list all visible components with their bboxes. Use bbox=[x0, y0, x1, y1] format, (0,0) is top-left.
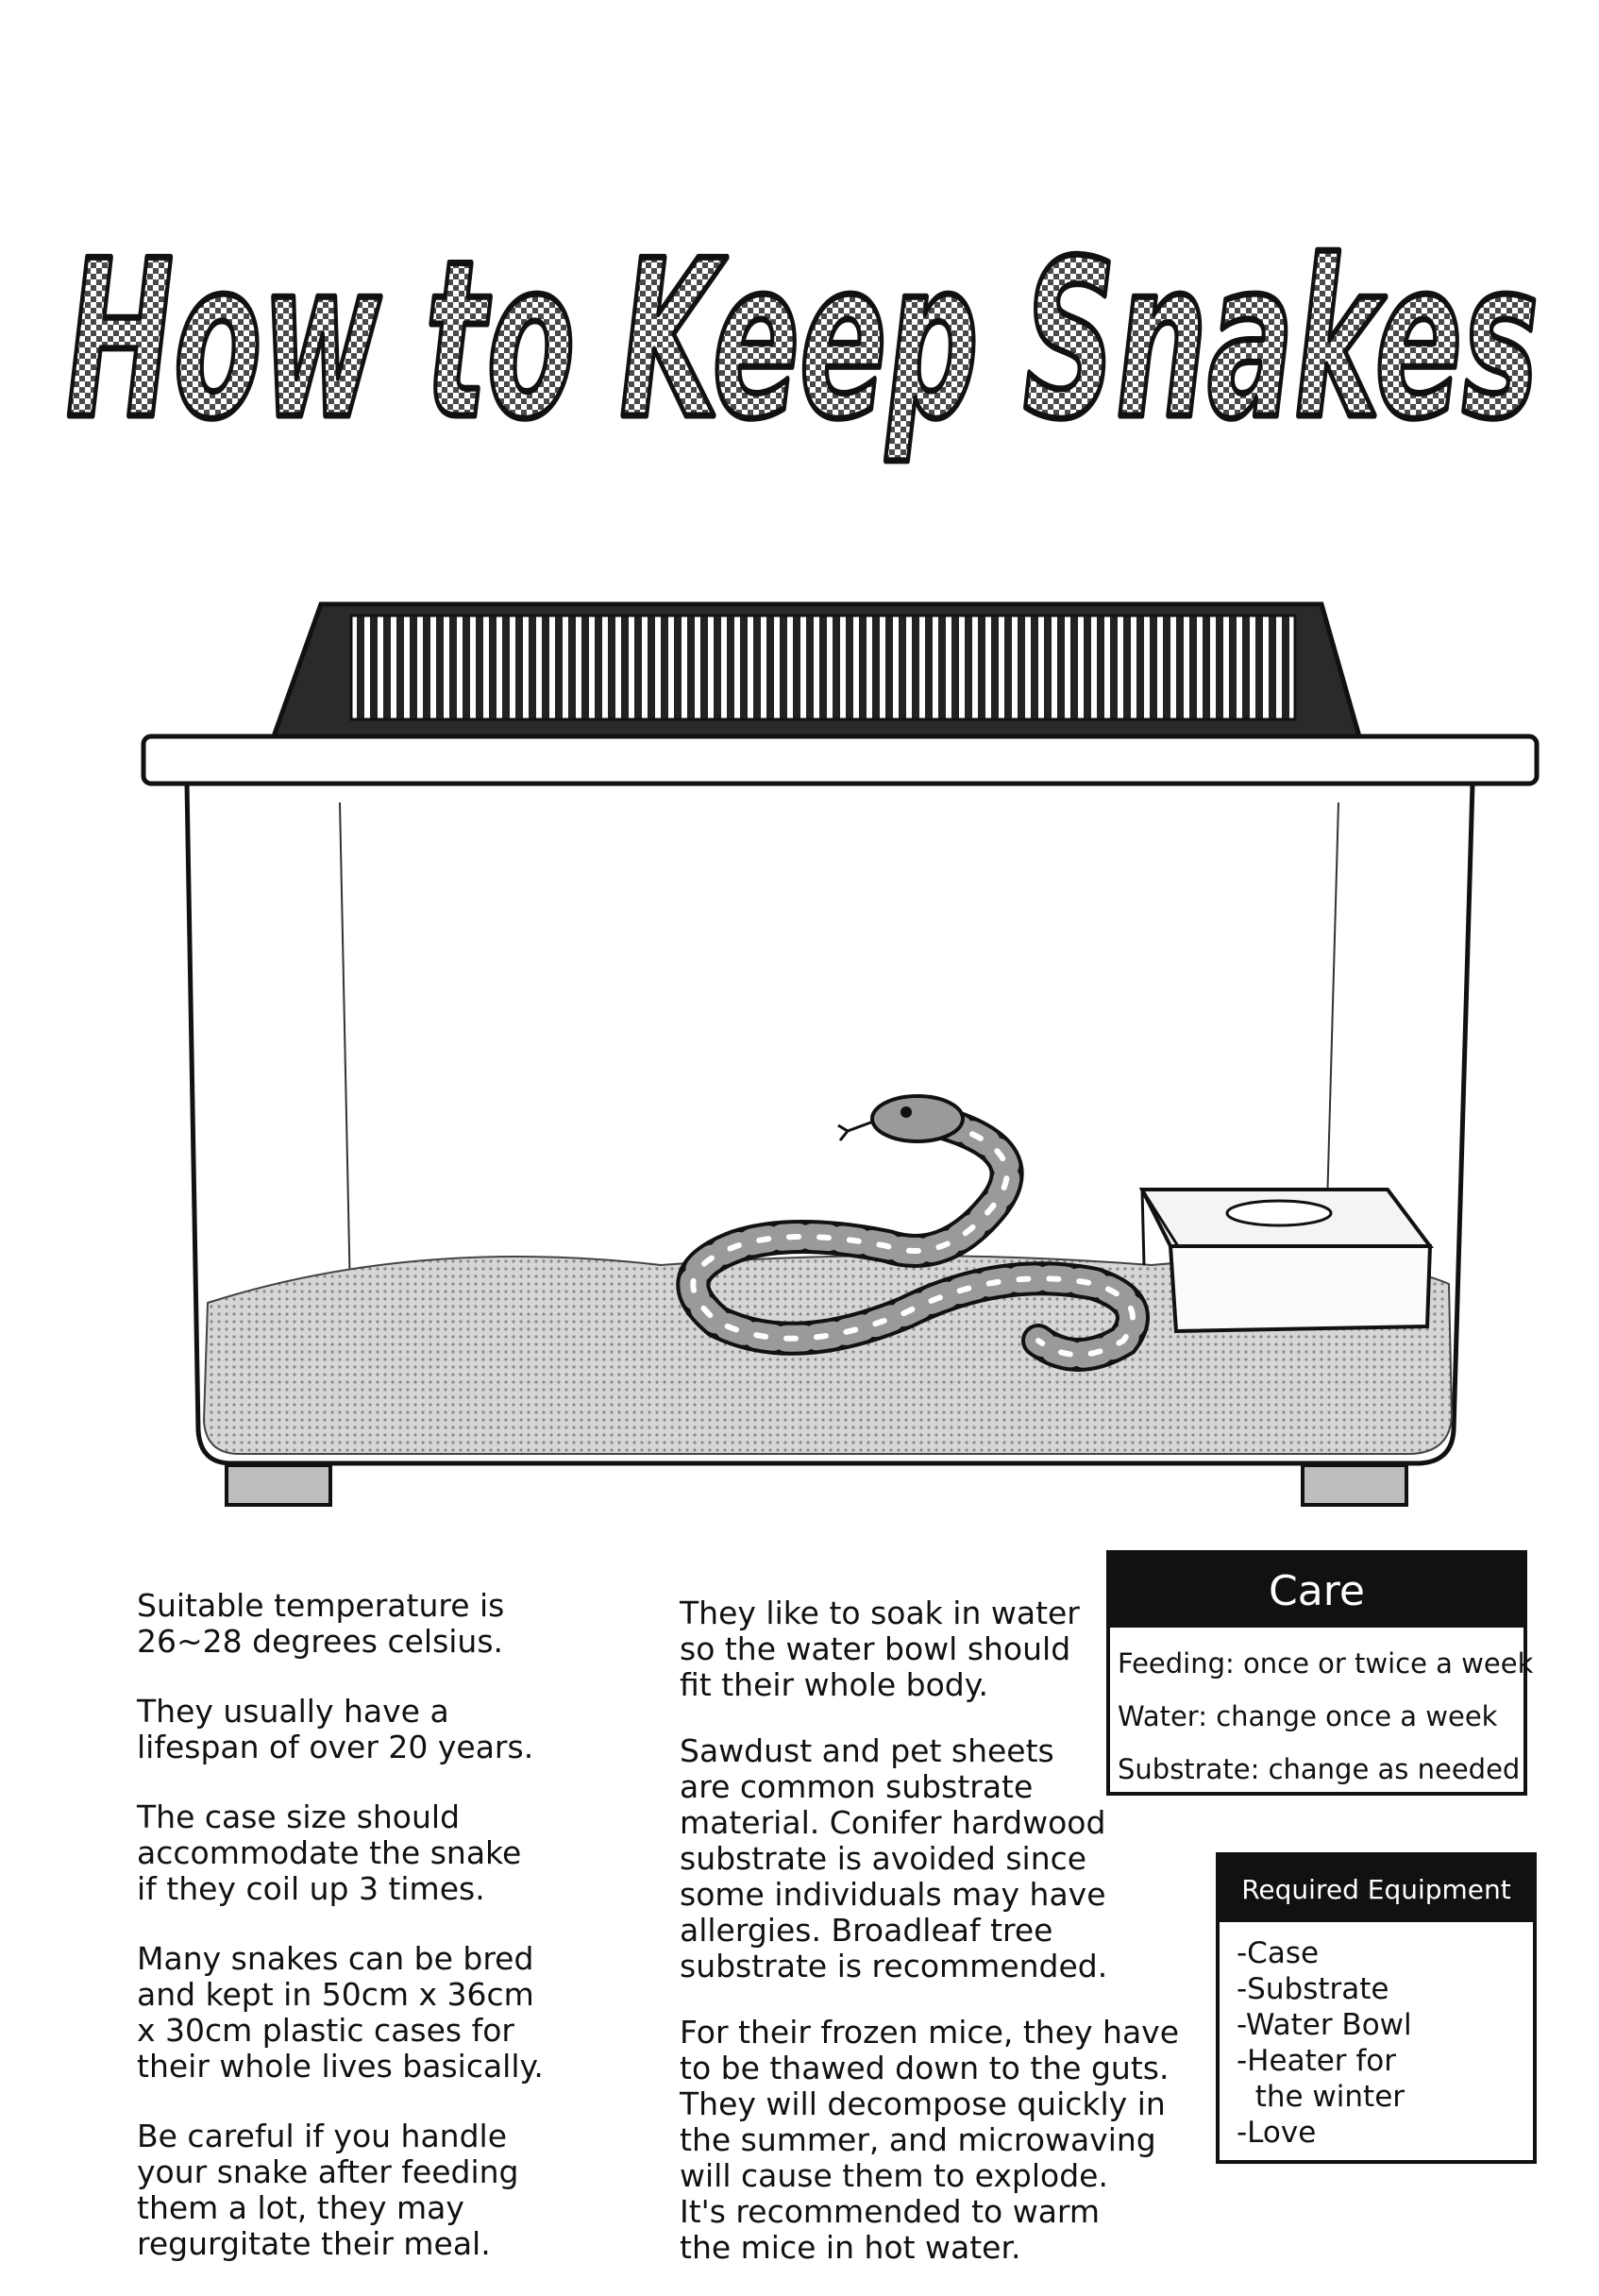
page-title bbox=[28, 132, 1576, 529]
left-info-column bbox=[137, 1588, 665, 2296]
case-dimensions-note: Many snakes can be bred and kept in 50cm x 36cm x 30cm plastic cases for their whole lives basically. bbox=[137, 1940, 544, 2085]
care-heading: Care bbox=[1110, 1554, 1523, 1628]
terrarium-svg bbox=[132, 585, 1548, 1558]
equipment-box bbox=[1216, 1852, 1537, 2164]
snake-head bbox=[872, 1096, 963, 1141]
equipment-item: -Heater for bbox=[1237, 2044, 1397, 2078]
care-box bbox=[1106, 1550, 1534, 1796]
terrarium-illustration bbox=[132, 585, 1548, 1558]
equipment-item: the winter bbox=[1237, 2080, 1405, 2114]
equipment-heading: Required Equipment bbox=[1220, 1856, 1533, 1922]
hide-box-hole bbox=[1227, 1201, 1331, 1225]
water-bowl-note: They like to soak in water so the water bowl should fit their whole body. bbox=[680, 1595, 1080, 1703]
title-graphic bbox=[28, 132, 1576, 529]
snake-eye bbox=[900, 1106, 912, 1118]
equipment-item: -Case bbox=[1237, 1936, 1320, 1970]
case-foot-right bbox=[1303, 1465, 1406, 1505]
equipment-item: -Water Bowl bbox=[1237, 2008, 1412, 2042]
title-text: How to Keep Snakes bbox=[66, 215, 1539, 467]
case-foot-left bbox=[227, 1465, 330, 1505]
lid-vents bbox=[351, 616, 1295, 719]
equipment-item: -Love bbox=[1237, 2116, 1317, 2150]
care-list bbox=[1110, 1628, 1534, 1796]
care-item-water: Water: change once a week bbox=[1118, 1700, 1498, 1732]
temperature-note: Suitable temperature is 26~28 degrees celsius. bbox=[137, 1587, 505, 1660]
equipment-item: -Substrate bbox=[1237, 1972, 1389, 2006]
hide-box-front bbox=[1170, 1246, 1430, 1331]
care-item-substrate: Substrate: change as needed bbox=[1118, 1753, 1521, 1785]
lid-rim bbox=[143, 736, 1537, 784]
case-size-note: The case size should accommodate the snake if they coil up 3 times. bbox=[137, 1798, 522, 1907]
care-item-feeding: Feeding: once or twice a week bbox=[1118, 1647, 1534, 1680]
feeding-note: For their frozen mice, they have to be thawed down to the guts. They will decompose quickly in the summer, and microwaving will cause them to explode. It's recommended to warm the mice in hot water. bbox=[680, 2014, 1179, 2266]
equipment-list bbox=[1220, 1922, 1533, 2151]
handling-note: Be careful if you handle your snake after feeding them a lot, they may regurgitate their meal. bbox=[137, 2118, 519, 2262]
substrate-note: Sawdust and pet sheets are common substrate material. Conifer hardwood substrate is avoided since some individuals may have allergies. Broadleaf tree substrate is recommended. bbox=[680, 1732, 1108, 1984]
lifespan-note: They usually have a lifespan of over 20 years. bbox=[137, 1693, 534, 1765]
